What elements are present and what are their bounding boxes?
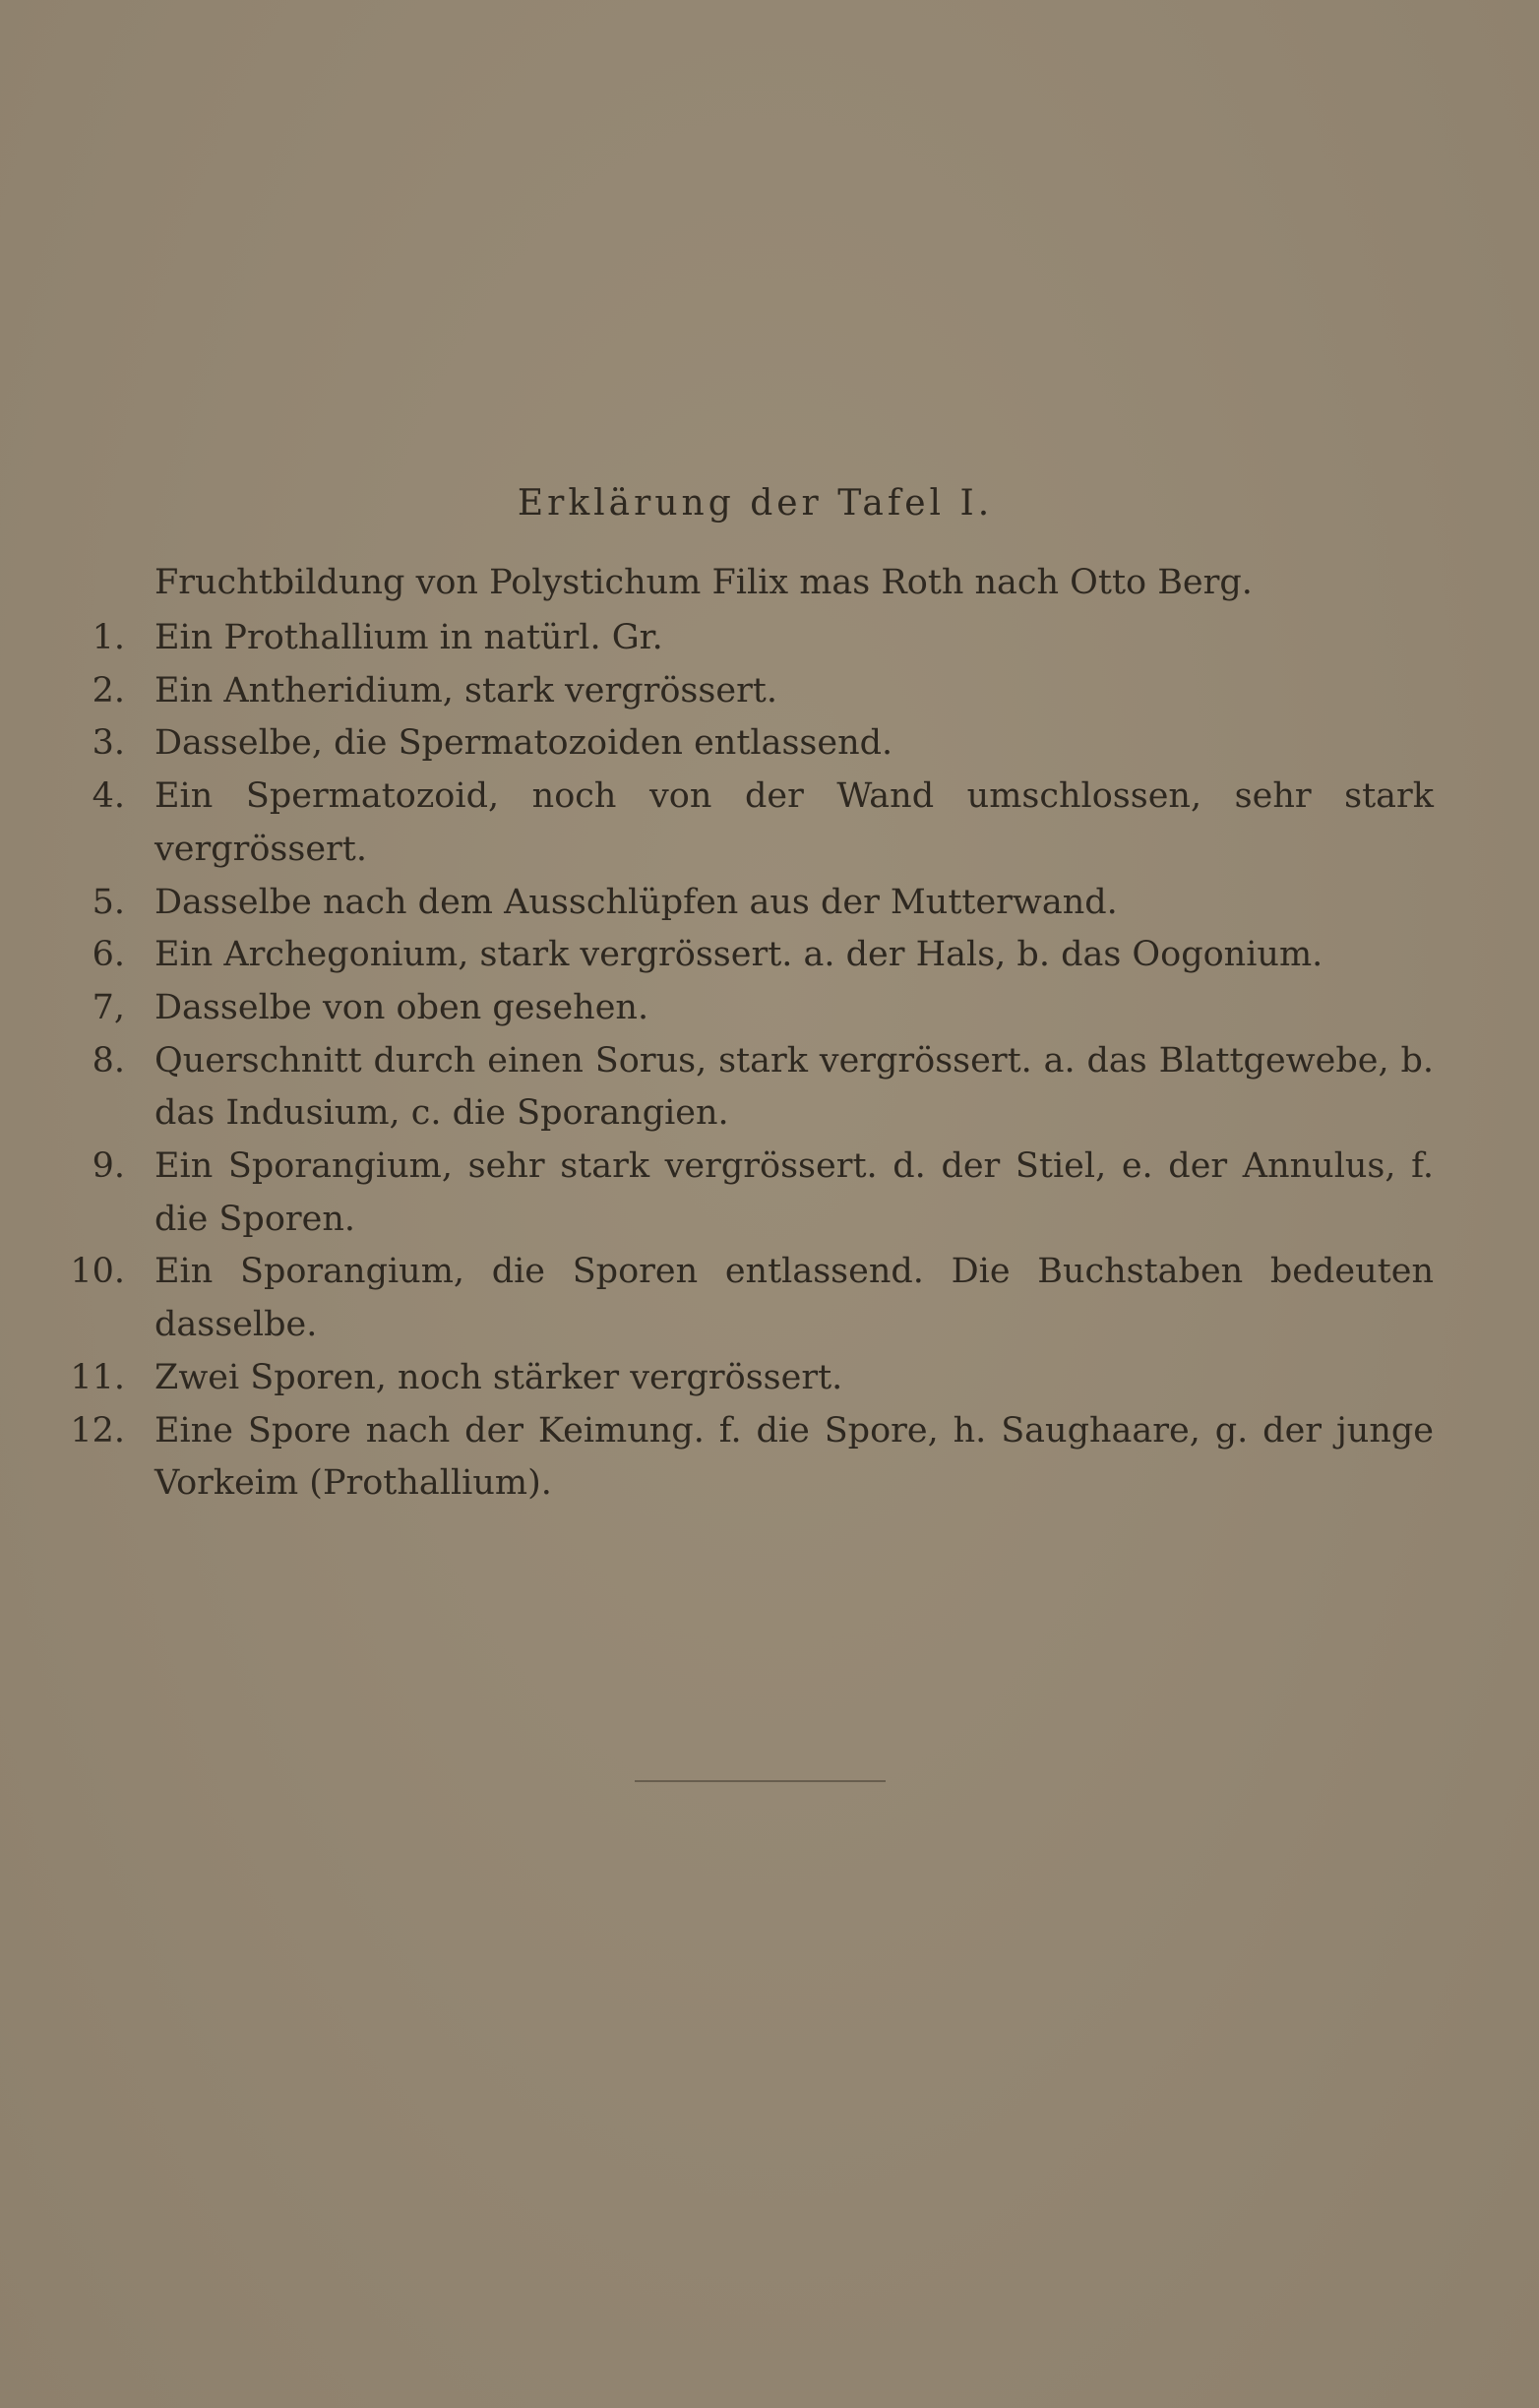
legend-item-12	[0, 1405, 1539, 1511]
plate-subtitle: Fruchtbildung von Polystichum Filix mas Roth nach Otto Berg.	[154, 563, 1253, 602]
legend-number: 9.	[92, 1146, 125, 1187]
legend-number: 1.	[92, 618, 125, 657]
legend-number: 5.	[92, 882, 125, 922]
legend-item-4	[0, 771, 1539, 876]
legend-item-1	[0, 612, 1539, 665]
legend-text: Dasselbe nach dem Ausschlüpfen aus der Mutterwand.	[154, 882, 1118, 922]
legend-item-5	[0, 877, 1539, 930]
legend-text: Ein Archegonium, stark vergrössert. a. der Hals, b. das Oogonium.	[154, 935, 1324, 975]
legend-number: 2.	[92, 670, 125, 710]
legend-number: 12.	[70, 1410, 125, 1451]
legend-text: Dasselbe von oben gesehen.	[154, 987, 649, 1027]
legend-text: Eine Spore nach der Keimung. f. die Spore, h. Saughaare, g. der junge Vorkeim (Prothallium).	[154, 1410, 1434, 1504]
legend-item-9	[0, 1141, 1539, 1246]
legend-text: Querschnitt durch einen Sorus, stark vergrössert. a. das Blattgewebe, b. das Indusium, c. die Sporangien.	[154, 1040, 1434, 1134]
figure-legend-list	[0, 612, 1539, 1511]
legend-number: 7,	[92, 987, 125, 1027]
legend-item-11	[0, 1352, 1539, 1405]
legend-number: 11.	[70, 1357, 125, 1397]
legend-item-8	[0, 1035, 1539, 1141]
legend-item-6	[0, 929, 1539, 982]
legend-number: 4.	[92, 776, 125, 817]
legend-text: Ein Sporangium, sehr stark vergrössert. d. der Stiel, e. der Annulus, f. die Sporen.	[154, 1146, 1434, 1239]
legend-text: Ein Spermatozoid, noch von der Wand umschlossen, sehr stark vergrössert.	[154, 776, 1434, 869]
legend-item-2	[0, 665, 1539, 718]
plate-title: Erklärung der Tafel I.	[517, 483, 994, 524]
legend-number: 6.	[92, 935, 125, 975]
legend-item-7	[0, 982, 1539, 1035]
legend-text: Ein Antheridium, stark vergrössert.	[154, 670, 777, 710]
legend-item-3	[0, 717, 1539, 771]
legend-text: Ein Sporangium, die Sporen entlassend. Die Buchstaben bedeuten dasselbe.	[154, 1252, 1434, 1345]
legend-text: Ein Prothallium in natürl. Gr.	[154, 618, 663, 657]
legend-text: Dasselbe, die Spermatozoiden entlassend.	[154, 723, 893, 764]
legend-number: 10.	[70, 1252, 125, 1292]
legend-text: Zwei Sporen, noch stärker vergrössert.	[154, 1357, 843, 1397]
legend-number: 3.	[92, 723, 125, 764]
section-divider	[635, 1780, 886, 1782]
legend-number: 8.	[92, 1040, 125, 1081]
legend-item-10	[0, 1246, 1539, 1351]
